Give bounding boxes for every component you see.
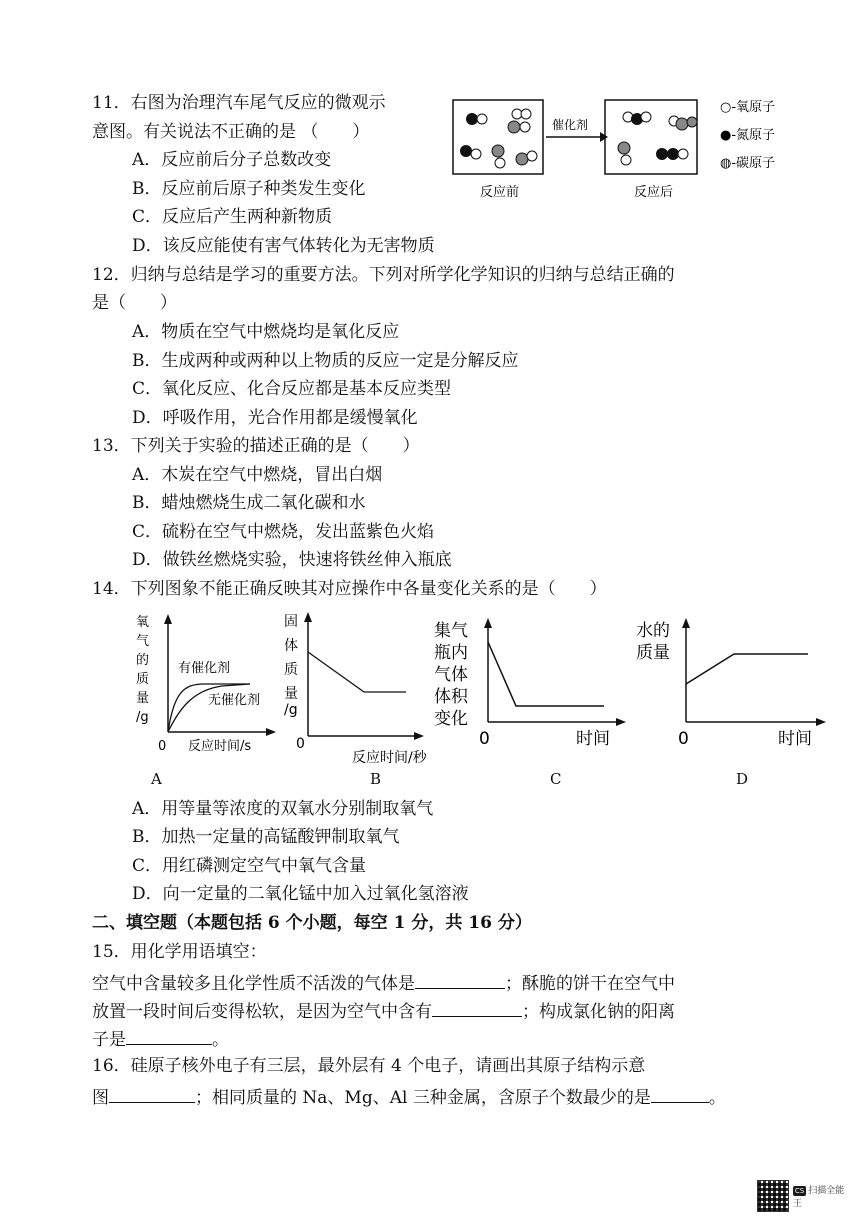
q16-line2-text-b: ；相同质量的 Na、Mg、Al 三种金属，含原子个数最少的是 xyxy=(195,1088,651,1108)
legend-nitrogen: ●-氮原子 xyxy=(720,128,776,143)
graph-a-curve2-label: 无催化剂 xyxy=(208,693,261,708)
graph-d-ylabel-1: 水的 xyxy=(636,621,670,641)
graph-b-ylabel-1: 固 xyxy=(284,614,298,630)
watermark-text xyxy=(793,1183,853,1209)
q15-blank-2[interactable] xyxy=(432,998,522,1017)
graph-c-line xyxy=(488,642,604,706)
graph-b-letter: B xyxy=(370,770,382,788)
q15-stem: 15．用化学用语填空： xyxy=(92,942,267,962)
q16-blank-2[interactable] xyxy=(651,1084,709,1103)
after-molecules xyxy=(618,112,697,165)
q12-option-c: C．氧化反应、化合反应都是基本反应类型 xyxy=(132,379,452,399)
q15-line1-text-a: 空气中含量较多且化学性质不活泼的气体是 xyxy=(92,974,415,994)
q12-option-d: D．呼吸作用，光合作用都是缓慢氧化 xyxy=(132,408,418,428)
q15-line1-text-b: ；酥脆的饼干在空气中 xyxy=(505,974,675,994)
reaction-micro-diagram xyxy=(450,92,790,202)
q14-option-a: A．用等量等浓度的双氧水分别制取氧气 xyxy=(132,799,434,819)
q11-option-d: D．该反应能使有害气体转化为无害物质 xyxy=(132,236,435,256)
graph-a-xlabel: 反应时间/s xyxy=(188,739,252,754)
before-label: 反应前 xyxy=(480,185,520,200)
before-molecules xyxy=(460,109,537,168)
q15-line3-text-a: 子是 xyxy=(92,1030,126,1050)
graph-d-xlabel: 时间 xyxy=(778,729,812,749)
q15-blank-3[interactable] xyxy=(126,1026,212,1045)
section-2-heading: 二、填空题（本题包括 6 个小题，每空 1 分，共 16 分） xyxy=(92,913,532,933)
after-label: 反应后 xyxy=(634,185,674,200)
q13-option-a: A．木炭在空气中燃烧，冒出白烟 xyxy=(132,465,383,485)
q13-option-b: B．蜡烛燃烧生成二氧化碳和水 xyxy=(132,493,366,513)
q11-option-a: A．反应前后分子总数改变 xyxy=(132,150,332,170)
graph-b-ylabel-5: /g xyxy=(284,702,298,718)
graph-b-ylabel-2: 体 xyxy=(284,638,298,654)
graph-a-ylabel-2: 气 xyxy=(136,634,150,649)
q11-option-b: B．反应前后原子种类发生变化 xyxy=(132,179,366,199)
graph-c-ylabel-2: 瓶内 xyxy=(434,643,468,663)
graph-a-letter: A xyxy=(151,770,162,788)
graph-d-ylabel-2: 质量 xyxy=(636,643,670,663)
q16-line2-text-c: 。 xyxy=(708,1088,726,1108)
graph-b-origin: 0 xyxy=(296,736,305,752)
q15-blank-1[interactable] xyxy=(415,970,505,989)
graph-b-line xyxy=(308,652,406,692)
q11-stem-line2: 意图。有关说法不正确的是 （ ） xyxy=(92,122,370,142)
graph-c-origin: 0 xyxy=(479,729,490,749)
q11-stem-line1: 11．右图为治理汽车尾气反应的微观示 xyxy=(92,93,386,113)
after-box xyxy=(605,100,697,174)
graph-d-letter: D xyxy=(736,770,749,788)
graph-b-ylabel-3: 质 xyxy=(284,662,298,678)
graph-a-ylabel-1: 氧 xyxy=(136,615,150,630)
q13-option-d: D．做铁丝燃烧实验，快速将铁丝伸入瓶底 xyxy=(132,550,452,570)
q16-line2 xyxy=(92,1084,726,1109)
graph-a-curve-catalyst xyxy=(168,684,250,732)
q15-line1 xyxy=(92,970,675,995)
q12-option-a: A．物质在空气中燃烧均是氧化反应 xyxy=(132,322,400,342)
q14-stem: 14．下列图象不能正确反映其对应操作中各量变化关系的是（ ） xyxy=(92,579,607,599)
graph-c-xlabel: 时间 xyxy=(576,729,610,749)
q16-line1: 16．硅原子核外电子有三层，最外层有 4 个电子，请画出其原子结构示意 xyxy=(92,1056,646,1076)
q11-option-c: C．反应后产生两种新物质 xyxy=(132,207,333,227)
graph-a-origin: 0 xyxy=(158,739,167,754)
q12-option-b: B．生成两种或两种以上物质的反应一定是分解反应 xyxy=(132,351,519,371)
graph-a-ylabel-6: /g xyxy=(136,710,149,725)
watermark-brand: 扫描全能王 xyxy=(792,1186,845,1209)
q16-line2-text-a: 图 xyxy=(92,1088,109,1108)
graph-b-ylabel-4: 量 xyxy=(284,686,298,702)
graph-d-origin: 0 xyxy=(678,729,689,749)
catalyst-label: 催化剂 xyxy=(552,118,589,132)
graph-c-ylabel-3: 气体 xyxy=(434,665,468,685)
graph-a-ylabel-4: 质 xyxy=(136,672,150,687)
q14-option-b: B．加热一定量的高锰酸钾制取氧气 xyxy=(132,827,400,847)
q14-option-c: C．用红磷测定空气中氧气含量 xyxy=(132,856,367,876)
q15-line2 xyxy=(92,998,675,1023)
graph-d xyxy=(632,614,832,754)
legend-carbon: ◍-碳原子 xyxy=(720,156,776,171)
q16-blank-1[interactable] xyxy=(109,1084,195,1103)
graph-c xyxy=(432,614,632,754)
qr-code-icon xyxy=(757,1180,789,1212)
q15-line2-text-a: 放置一段时间后变得松软，是因为空气中含有 xyxy=(92,1002,432,1022)
q13-stem: 13．下列关于实验的描述正确的是（ ） xyxy=(92,436,420,456)
graph-a-curve1-label: 有催化剂 xyxy=(178,661,231,676)
graph-a xyxy=(132,612,282,762)
graph-c-letter: C xyxy=(550,770,562,788)
legend-oxygen: ○-氧原子 xyxy=(720,100,776,115)
graph-d-line xyxy=(686,654,808,684)
graph-c-ylabel-1: 集气 xyxy=(434,621,468,641)
graph-c-ylabel-5: 变化 xyxy=(434,709,468,729)
q12-stem-line1: 12．归纳与总结是学习的重要方法。下列对所学化学知识的归纳与总结正确的 xyxy=(92,265,675,285)
graph-b xyxy=(282,608,432,768)
q12-stem-line2: 是（ ） xyxy=(92,293,177,313)
scanner-watermark xyxy=(757,1178,853,1214)
graph-c-ylabel-4: 体积 xyxy=(434,687,468,707)
graph-b-xlabel: 反应时间/秒 xyxy=(352,750,427,766)
q13-option-c: C．硫粉在空气中燃烧，发出蓝紫色火焰 xyxy=(132,522,435,542)
q15-line2-text-b: ；构成氯化钠的阳离 xyxy=(522,1002,675,1022)
graph-a-ylabel-3: 的 xyxy=(136,653,150,668)
q14-option-d: D．向一定量的二氧化锰中加入过氧化氢溶液 xyxy=(132,884,469,904)
q15-line3-text-b: 。 xyxy=(212,1030,229,1050)
cs-logo-icon: CS xyxy=(794,1187,805,1195)
q15-line3 xyxy=(92,1026,229,1051)
graph-a-curve-no-catalyst xyxy=(168,684,250,732)
graph-a-ylabel-5: 量 xyxy=(136,691,150,706)
